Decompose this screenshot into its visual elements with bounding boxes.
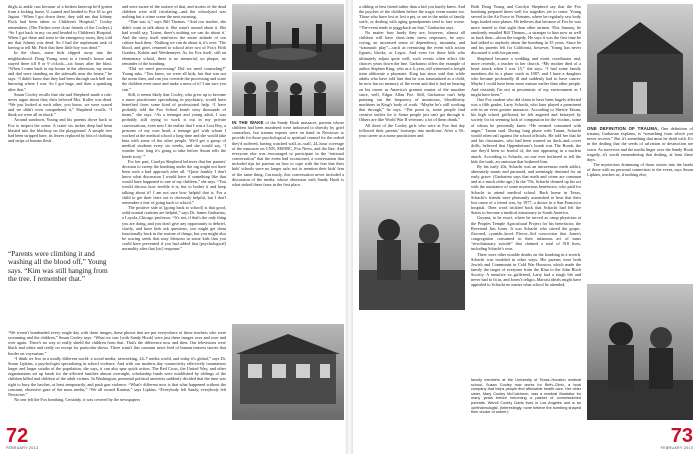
- paragraph: “We weren't bombarded every single day with these images, these photos that are put everywhere of these teachers who were screaming and the children,” Susan Cooley says. “What we saw [with Sandy Hook] were just these images over and over and over again. There's no way to really shield the children from that. That's the difference now and then. Our televisions were black and white and really on except for particular shows. There wasn't this constant news feed of human interest stories that border on voyeurism.”: [8, 330, 226, 356]
- paragraph: “That was it,” says Bill Thomas. “And our teacher, she didn't want to talk about it. She wasn't around about it. She had would say, 'Listen, there's nothing we can do about it.' And the story itself reinforces the entire attitude of our culture back then. ‘Nothing we can do about it, it's over.’ The blood, and grief, returned to school after two of Fox's Fifth Graders, Kohler and Weidemeyer. As for Fox itself, still an elementary school, there is no memorial, no plaque, no reminder of the bombing.: [122, 19, 226, 66]
- school-photo-art: [232, 324, 344, 420]
- paragraph: Guyana, to be exact, where he served as camp physician at the Peoples Temple Agricultural Project for his benefactor, the Reverend Jim Jones. It was Schacht who stirred the grape–flavored, cyanide–laced Flavor–Aid concoction that Jones's congregation consumed in their infamous act of mass “revolutionary suicide” that claimed a total of 918 lives, including Schacht's own.: [471, 215, 581, 252]
- paragraph: “I think we live in a totally different world: a social media, networking, 24–7 media world, and today it's global,” says Dr. Susan Lipkins, a psychologist specializing in school violence. And with our modern–day connectivity effectively traumatizes larger and larger swaths of the population, she says, it can also spur quick action. The Red Cross, the United Way, and other organizations set up funds for the affected families almost overnight, scholarship funds were established by siblings of the children killed and children of the adult victims. In Washington, perennial political anxieties suddenly decided that the time was right to bury the hatchet, at least temporarily, and push gun violence. “What's different now is that what happened without the constant, obsessive gaze of the mass media,” “We all owned Katrina,” says Lipkins. “Everybody felt Sandy, everybody felt Newtown.”: [8, 355, 226, 397]
- run-in-heading: ONE DEFINITION OF TRAUMA,: [587, 126, 659, 131]
- left-column-1: [8, 4, 112, 240]
- church-photo: [587, 4, 693, 122]
- paragraph: No matter how hardy they are, however, almost all children will have short–term stress responses, he says: crying, an increased sense of dependency, insomnia, and “traumatic play”—such as reenacting the event with action figures, blocks, or Legos. And even for those kids who ultimately adjust quite well, such events often affect life choices years down the line. Garbarino offers the example of author Stephen King, who as a 4–year–old witnessed a freight train obliterate a playmate. King has since said that while adults who have told him that he was traumatized as a child, he now has no memory of the event and that it had no bearing on his career as America's greatest master of the macabre since, well, Edgar Allan Poe. Still, Garbarino can't help pointing out the frequency of monstrous, bloodthirsty machines in King's body of work. “Maybe he's still working that through,” he says. “The point is, some people find creative outlets for it. Some people just can't get through it. Others are like World War II veterans: a lot of them drank.”: [359, 29, 465, 123]
- playground-photo: [232, 4, 344, 70]
- run-in-heading: IN THE WAKE: [232, 120, 264, 125]
- issue-date: FEBRUARY 2013: [660, 445, 693, 450]
- paragraph: and were aware of the surface of that, and stories of the dead children were still circulating—and the schoolyard was nothing but a crime scene the next morning.: [122, 4, 226, 20]
- paragraph: In the chaos, some kids slipped away into the neighborhood. Doug Young went to a friend's house and stayed there till 8 or 9 o'clock—six hours after the blast. “When I came back to my house in the afternoon, my mom and dad were standing on the sidewalk near the house,” he says. “I didn't know that they had been through such hell not knowing where I was. So I got hugs, and then a spanking after that.”: [8, 50, 112, 92]
- paragraph: By his early 20s, Schacht was an intravenous meth addict, alternately manic and paranoid, and seemingly destined for an early grave. (Garbarino says that meth and crime are common and at a much older age.) In the '70s, Schacht cleaned up his act with the assistance of some mysterious benefactor, who paid for Schacht to attend medical school. Back home in Texas, Schacht's friends were pleasantly astonished to hear that their lost cause of a friend was, by 1977, a doctor in a San Francisco hospital. Then word trickled back that Schacht had left the States to become a medical missionary in South America.: [471, 163, 581, 216]
- paragraph: There were other notable deaths on the bombing in a stretch. Schacht was troubled in other ways. His parents were both Jewish and Communist in Cold War Houston, which made the family the target of everyone from the Klan to the John Birch Society. A sensitive ex–girlfriend, Larry had a tough life and never had to fit in, and Jones's religio–Marxist ideals might have appealed to Schacht no matter what school he attended.: [471, 251, 581, 288]
- paragraph: The positive side of [going back to school] is that good, solid normal routines are helpful,” says Dr. James Garbarino, a Loyola–Chicago professor. “It's not, if that's the only thing you are doing, and you don't give any opportunity to debrief, clarify, and have kids ask questions, you might get them functionally back in the routine of things, but you might also be sowing seeds that may blossom in some kids that you could have prevented if you had added that [psychological] normality after that [sic] response.”: [122, 205, 226, 252]
- paragraph: One Fox student who did claim to have been hugely affected was a fifth grader, Larry Schacht, who later played a prominent role in an even greater massacre. According to Sherrie Tatum, his high school girlfriend, he felt angered and betrayed by society for its seeming lack of compassion for the victims, some of whom he personally knew. “He seemed consumed with anger,” Tatum said. During lung phase with Tatum, Schacht would often rail against the school officials. He told her that he and his classmates, who had been warned on duck–and–cover drills, believed that Oppenheimer's bomb was The Bomb, the one they'd been so fearful of, the one appearing in a nuclear attack. According to Schacht, no one ever bothered to tell the kids the truth, an omission that bothered him.: [471, 96, 581, 164]
- paragraph: Both Doug Young and Carolyn Shepherd say that the Fox bombing prepared them well for tragedies yet to come. Young served in the Air Force in Vietnam, where he regularly saw body bags loaded onto planes. He believes that because of Fox he was more inured to that sight than other airmen. This January, he randomly emailed Bill Thomas—a stranger to him now as well as back then—about the tragedy. He says it was the first time he had talked to anybody about the bombing in 35 years. Since he and his parents left for California, however, Young has never discussed it with his parents.: [471, 4, 581, 56]
- paragraph: Susan Cooley recalls that she and Shepherd made a rule: never argue about that; their beloved Mrs. Koller was dead. “We just looked at each other, you know, we were scared and we didn't even comprehend it,” Shepherd recalls. “I think we were all in shock.”: [8, 91, 112, 118]
- paragraph-text: of the Sandy Hook massacre, parents whose children had been murdered were imbursed to directly by grief counselors, but trauma experts were on hand in Newtown to provide for those psychological or spiritual counsel for the ordeal they'd suffered, having watched wall–to–wall, 24–hour coverage of the massacre on CNN, MSNBC, Fox News, and the like. And everyone else was encouraged to participate in the “national conversation” that the event had occasioned, a conversation that included tips for parents on how to cope with the fear that their kids' schools were no longer safe, not to mention their kids' fear of the same thing. Curiously, this conversation never included a discussion of the media, whose obsession with Sandy Hook is what stoked these fears in the first place.: [232, 120, 344, 187]
- left-page: [0, 0, 346, 454]
- paragraph: All three of the Cooley girls who were at Fox that day followed their parents' footsteps into medicine. After a 50–year career as a nurse practitioner and: [359, 122, 465, 138]
- crowd-photo-art: [232, 72, 344, 116]
- paragraph: The mysterious drumming of those stories into the heads of those with no personal connection to the event, says Susan Lipkins, teaches us, if nothing else,: [587, 162, 693, 178]
- paragraph: Still, it seems likely that Cooley, who grew up to become a nurse practitioner specializing in psychiatry, would have benefited from some kind of professional help. “I have probably told the Fox School bomb story thousands of times,” she says. “As a teenager and young adult, I was probably still trying to work it out in my private conversations, even now I do realize that I was a Lost Boy, a prisoner of my own head, a teenage girl with whom I worked at the medical school a long time and she would take beta with some of the other people. We'd get a group of medical students every six weeks, and she would say, ‘I wonder how long it's going to take before Susan tells the bomb story.’”: [122, 91, 226, 159]
- playground-photo-art: [232, 4, 344, 70]
- page-number: 73: [670, 424, 693, 447]
- paragraph: [587, 126, 693, 162]
- run-in-paragraph: [232, 120, 344, 187]
- photo-caption: faculty members at the University of Texas–Houston medical school, Susan Cooley now works for Beth–Clinic, a local company that helps people find affordable health care. Her older sister, Mary Cooley McCutcheon, was a medical illustrator for many years before becoming a painter of commissioned portraits. Wendi Cooley Davis lives in Los Angeles and is an ophthalmologist. (Interestingly, none believe the bombing shaped their choice of career.): [471, 378, 581, 415]
- crowd-photo: [232, 72, 344, 116]
- left-folio: [6, 426, 38, 450]
- children-photo: [359, 190, 465, 310]
- paragraph: “Did we need processing? Did we need counseling?” Young asks. “You know, we were all kids, but that was not the norm then, and can you override the processing and scare the children even more and make a mess of it? I am sure you can.”: [122, 65, 226, 92]
- right-column-1: [359, 4, 465, 184]
- church-photo-art: [587, 4, 693, 122]
- right-column-2: [471, 4, 581, 374]
- children-photo-art: [359, 190, 465, 310]
- paragraph: For her part, Carolyn Shepherd believes that her parents' decision to sweep the bombing under the rug might not have been such a bad approach after all. “Quite frankly I don't know what discussion I would have if something like that would have happened to one of my children,” she says. “You would discuss how terrible it is, but to bother it and keep talking about it? I am not sure how helpful that is. For a child to get their fears out is obviously helpful, but I don't remember a fear of going back to school.”: [122, 158, 226, 205]
- page-number: 72: [6, 424, 29, 447]
- paragraph-text: One definition of trauma, Garbarino explains, is “something from which you never recover.” But it's something that must be dealt with. It's in the dealing that the seeds of salvation or destruction are sown. As survivors and the media linger over the Sandy Hook tragedy, it's worth remembering that dealing, at least these days.: [587, 126, 693, 162]
- paragraph: Shepherd became a wedding and event coordinator and, more recently, a teacher in her church. “My mother died of a heart attack when I was 15,” she says. “I had some family members die in a plane crash in 1987, and I have a daughter who became profoundly ill and suddenly had to have cancer. Maybe I could have been more mature earlier than other people. And certainly I'm not as pessimistic of my environment as I might have been.”: [471, 55, 581, 97]
- paragraph: a sibling or best friend rather than a kid you barely knew. And the psyches of the children before the tragic event matter too. Those who have lost or lost a pet, or are in the midst of family strife, or dealing with aging grandparents tend to fare worse. “The event tends to piggyback on that,” Garbarino says.: [359, 4, 465, 30]
- left-bottom-columns: [8, 330, 226, 420]
- right-column-3: [587, 126, 693, 276]
- paragraph: Around sundown, Young and his parents drove back to Fox to inspect the scene. A crater six inches deep had been blasted into the blacktop on the playground. A simple tree had been stripped bare, its leaves replaced by bits of clothing and strips of human flesh.: [8, 117, 112, 144]
- right-page: [353, 0, 699, 454]
- right-folio: [661, 426, 693, 450]
- victims-photo: [587, 284, 693, 420]
- paragraph: thigh–to ankle cast because of a broken kneecap he'd gotten from a kicking horse, U–turned and headed to Fox 61 to get Jaguar. “When I got down there, they told me that Johnny Fitch had been taken to Children's Hospital,” Cooley remembers. (The Fitches were close friends of the Cooleys.) “So I got back in my car and headed to Children's Hospital. When I got there and went to the emergency room, they told me that Johnny was dead. So I had the unpleasant task of having to tell Mr. Fitch that their little boy was dead.”: [8, 4, 112, 51]
- victims-photo-art: [587, 284, 693, 420]
- paragraph: No one felt the Fox bombing. Certainly, it was covered by the newspapers: [14, 397, 141, 403]
- page-gutter: [346, 0, 353, 454]
- left-column-2: [122, 4, 226, 366]
- pull-quote: “Parents were climbing it and washing all the blood off,” Young says. “Kim was still hanging from the tree. I remember that.”: [8, 249, 108, 284]
- issue-date: FEBRUARY 2013: [6, 445, 39, 450]
- school-photo: [232, 324, 344, 420]
- left-column-3: [232, 120, 344, 320]
